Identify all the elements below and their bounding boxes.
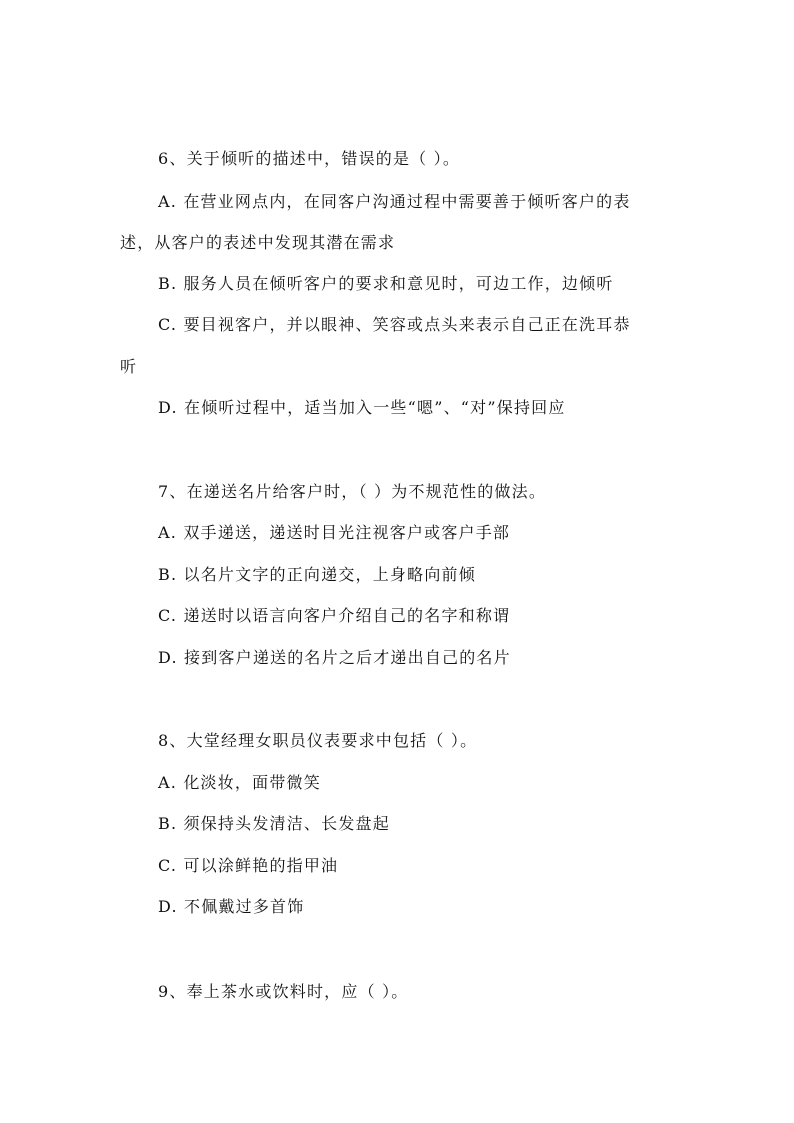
option-c: C. 要目视客户，并以眼神、笑容或点头来表示自己正在洗耳恭 <box>158 315 631 334</box>
option-b: B. 服务人员在倾听客户的要求和意见时，可边工作，边倾听 <box>158 274 614 293</box>
question-stem: 7、在递送名片给客户时，（ ）为不规范性的做法。 <box>158 482 547 501</box>
option-d: D. 在倾听过程中，适当加入一些“嗯”、“对”保持回应 <box>158 398 566 417</box>
option-c: C. 递送时以语言向客户介绍自己的名字和称谓 <box>158 606 511 625</box>
option-a: A. 双手递送，递送时目光注视客户或客户手部 <box>158 523 511 542</box>
option-d: D. 接到客户递送的名片之后才递出自己的名片 <box>158 648 511 667</box>
option-a: A. 化淡妆，面带微笑 <box>158 773 321 792</box>
question-stem: 8、大堂经理女职员仪表要求中包括（ ）。 <box>158 731 478 750</box>
option-a-continuation: 述，从客户的表述中发现其潜在需求 <box>120 233 396 252</box>
question-stem: 9、奉上茶水或饮料时，应（ ）。 <box>158 982 409 1001</box>
question-stem: 6、关于倾听的描述中，错误的是（ ）。 <box>158 149 461 168</box>
option-b: B. 须保持头发清洁、长发盘起 <box>158 814 390 833</box>
option-c: C. 可以涂鲜艳的指甲油 <box>158 856 339 875</box>
option-c-continuation: 听 <box>120 357 138 376</box>
option-a: A. 在营业网点内，在同客户沟通过程中需要善于倾听客户的表 <box>158 192 631 211</box>
option-b: B. 以名片文字的正向递交，上身略向前倾 <box>158 565 476 584</box>
option-d: D. 不佩戴过多首饰 <box>158 897 305 916</box>
